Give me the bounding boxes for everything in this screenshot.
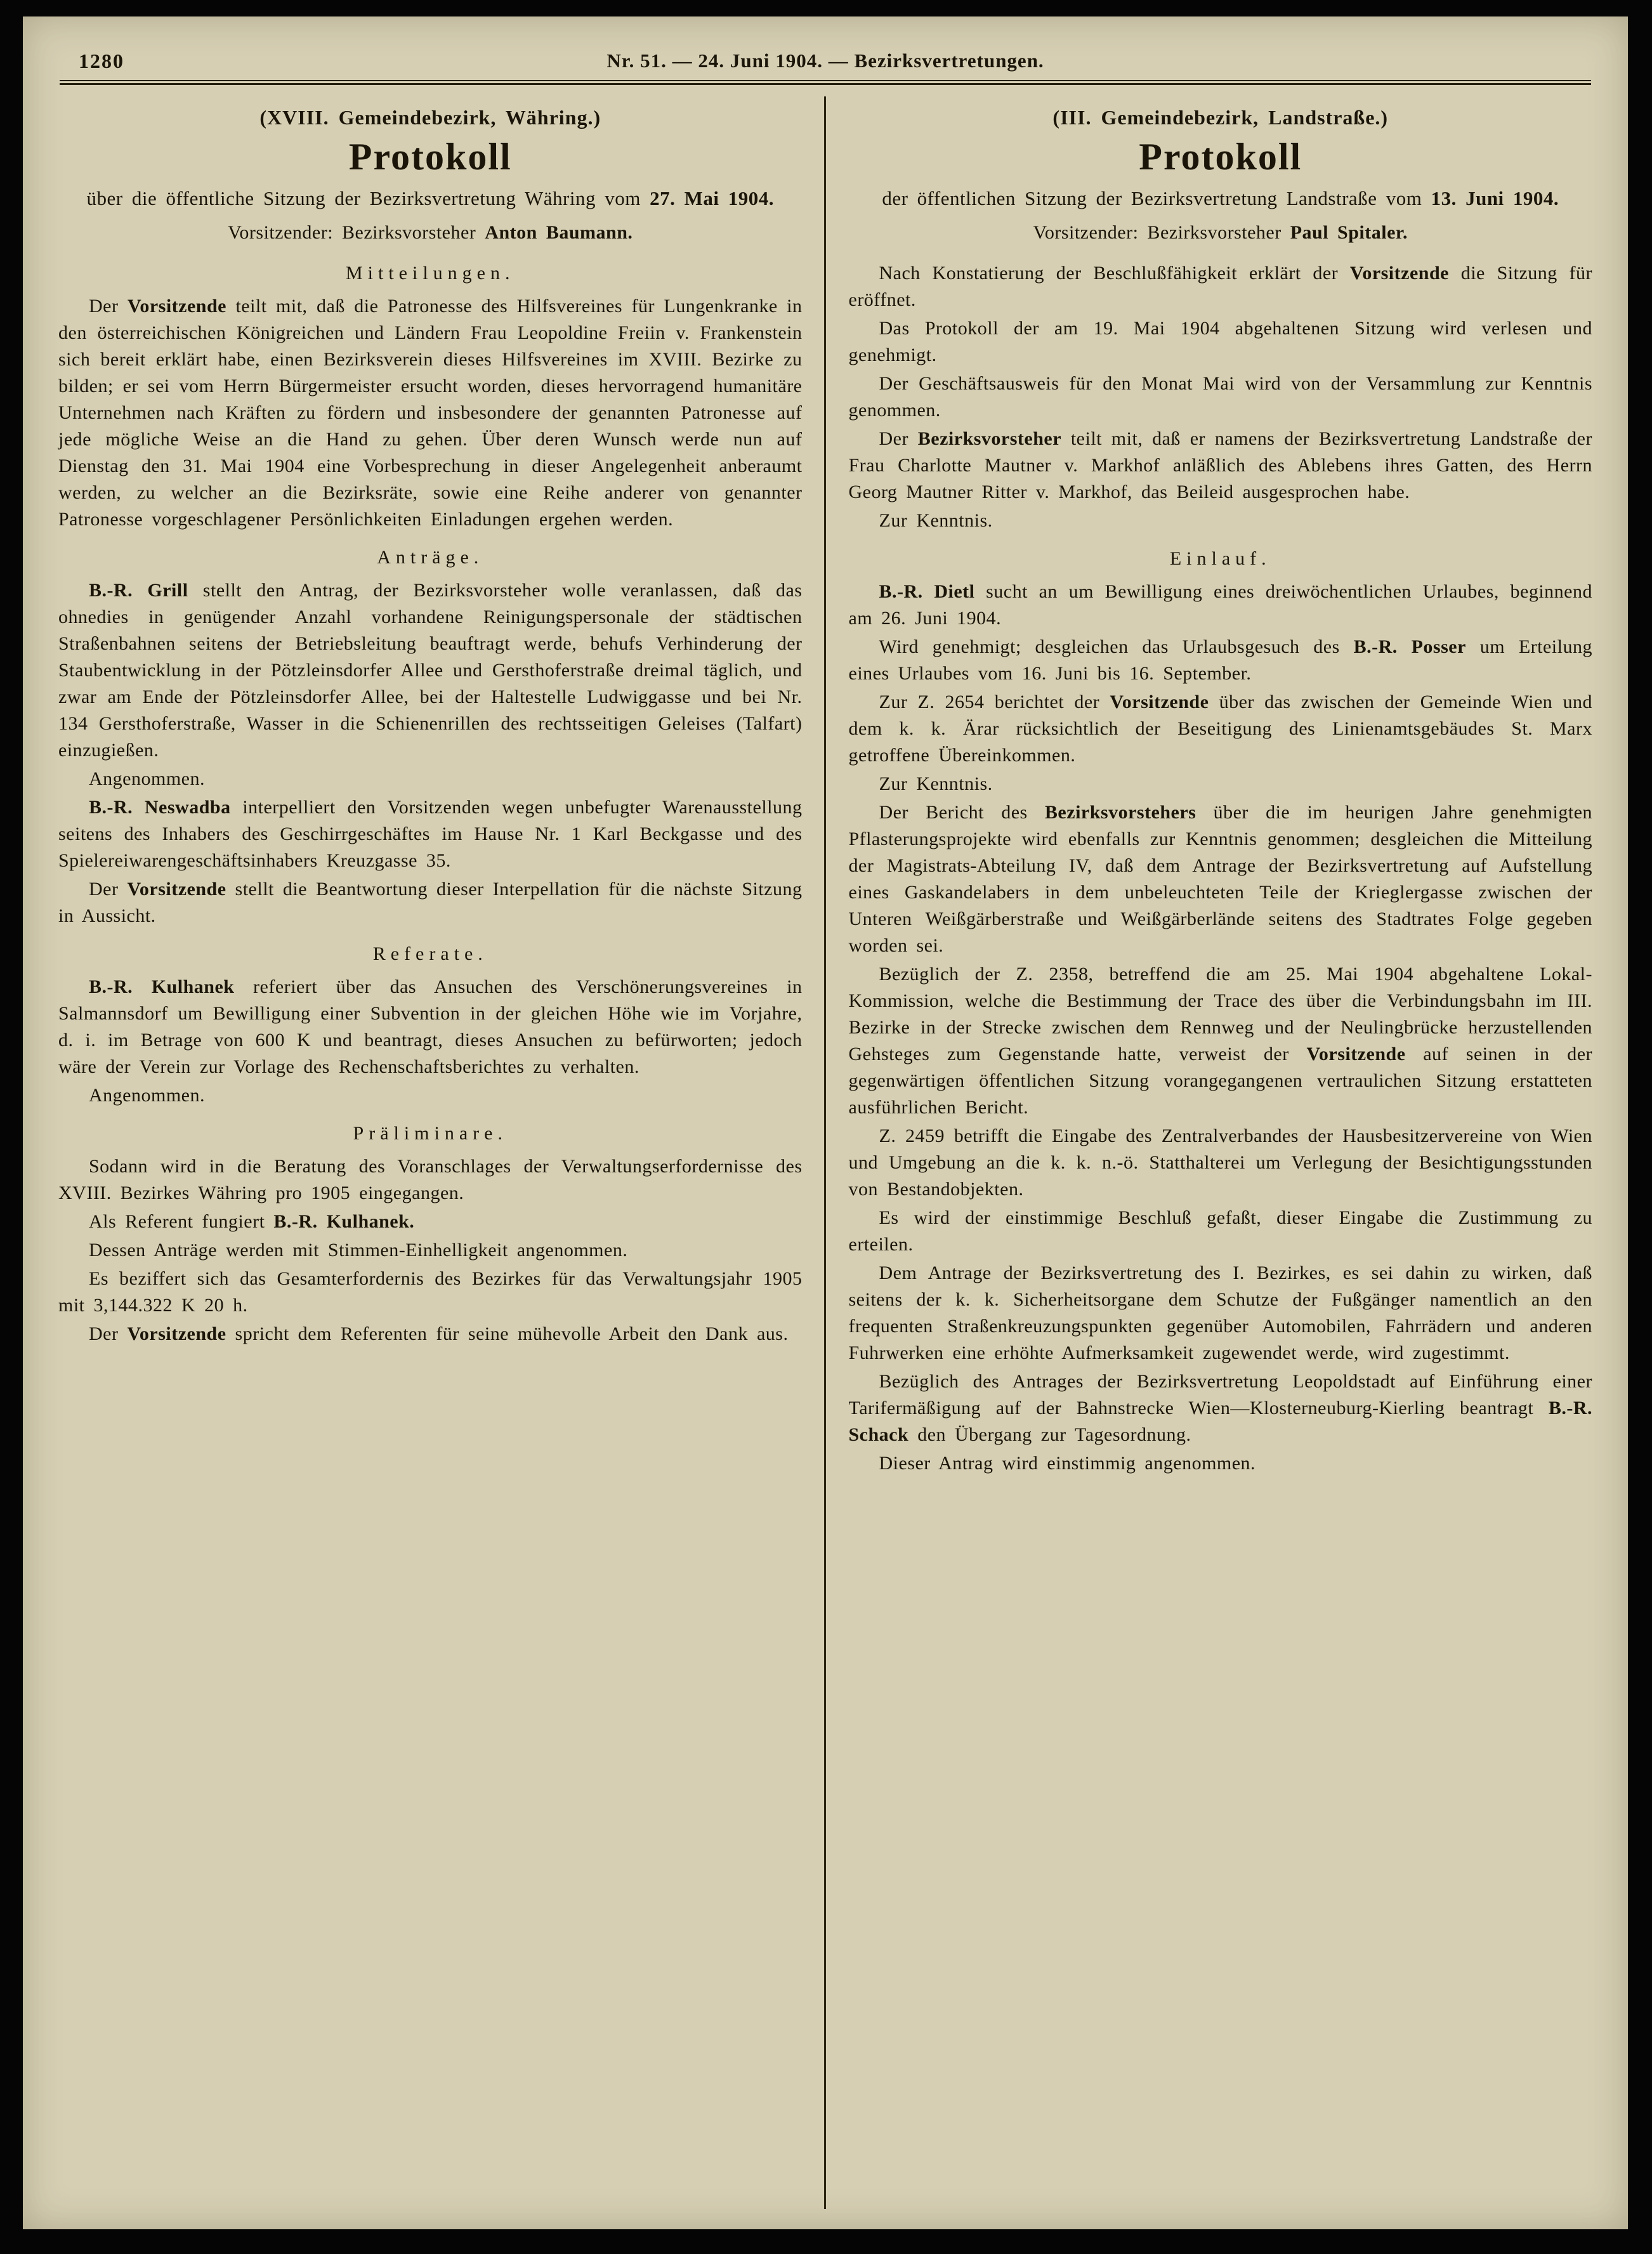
text: sucht an um Bewilligung eines dreiwöchentlichen Urlaubes, beginnend am 26. Juni 1904. [848,581,1592,629]
bold-text: B.-R. Neswadba [89,797,231,818]
bold-text: B.-R. Dietl [879,581,975,602]
text: über die im heurigen Jahre genehmigten Pflasterungsprojekte wird ebenfalls zur Kenntnis genommen; desgleichen die Mitteilung der Magistrats-Abteilung IV, daß dem Antrage der Bezirksvertretung auf Aufstellung eines Gaskandelabers in dem unbeleuchteten Teile der Krieglergasse zwischen der Unteren Weißgärberstraße und Weißgärberlände seitens des Stadtrates Folge gegeben worden sei. [848,802,1592,956]
paragraph [849,689,1593,769]
text: Nach Konstatierung der Beschlußfähigkeit erklärt der [879,263,1350,284]
text: interpelliert den Vorsitzenden wegen unbefugter Warenausstellung seitens des Inhabers des Geschirrgeschäftes im Hause Nr. 1 Karl Beckgasse und des Spielereiwarengeschäftsinhabers Kreuzgasse 35. [58,797,803,871]
section-heading: Anträge. [377,547,484,568]
paragraph [849,426,1593,506]
scanned-page [23,16,1628,2229]
header-rule [60,80,1591,85]
paragraph [849,1205,1593,1258]
paragraph [58,876,803,929]
text: Der [879,428,918,449]
bold-text: Vorsitzende [1110,691,1209,712]
chairman-name: Paul Spitaler. [1290,222,1408,243]
paragraph [849,370,1593,424]
protokoll-subtitle [58,185,803,212]
text: Dessen Anträge werden mit Stimmen-Einhelligkeit angenommen. [89,1240,628,1261]
paragraph [58,766,803,792]
section-heading: Mitteilungen. [346,263,515,284]
bold-text: B.-R. Kulhanek. [273,1211,415,1232]
right-column [826,96,1593,2209]
paragraph [58,1209,803,1235]
text: stellt die Beantwortung dieser Interpellation für die nächste Sitzung in Aussicht. [58,879,803,926]
issue-title: Nr. 51. — 24. Juni 1904. — Bezirksvertretungen. [606,49,1044,72]
subtitle-date: 13. Juni 1904. [1431,187,1559,209]
paragraph [58,577,803,764]
protokoll-subtitle [849,185,1593,212]
text: Wird genehmigt; desgleichen das Urlaubsgesuch des [879,636,1354,657]
bold-text: B.-R. Kulhanek [89,976,235,997]
paragraph [849,579,1593,632]
text: referiert über das Ansuchen des Verschönerungsvereines in Salmannsdorf um Bewilligung einer Subvention in der gleichen Höhe wie im Vorjahre, d. i. im Betrage von 600 K und beantragt, dieses Ansuchen zu befürworten; jedoch wäre der Verein zur Vorlage des Rechenschaftsberichtes zu verhalten. [58,976,803,1077]
subtitle-text: der öffentlichen Sitzung der Bezirksvertretung Landstraße vom [882,187,1431,209]
chairman-name: Anton Baumann. [485,222,633,243]
text: Zur Kenntnis. [879,773,993,794]
running-header [63,49,1587,76]
subtitle-date: 27. Mai 1904. [650,187,774,209]
text: auf seinen in der gegenwärtigen öffentlichen Sitzung vorangegangenen vertraulichen Sitzung erstatteten ausführlichen Bericht. [848,1044,1592,1118]
text: Sodann wird in die Beratung des Voranschlages der Verwaltungserfordernisse des XVIII. Bezirkes Währing pro 1905 eingegangen. [58,1156,803,1203]
paragraph [849,315,1593,369]
subtitle-text: über die öffentliche Sitzung der Bezirksvertretung Währing vom [86,187,650,209]
paragraph [58,974,803,1080]
left-column [58,96,824,2209]
paragraph [58,1082,803,1109]
bold-text: B.-R. Posser [1353,636,1466,657]
text: Z. 2459 betrifft die Eingabe des Zentralverbandes der Hausbesitzervereine von Wien und Umgebung an die k. k. n.-ö. Statthalterei um Verlegung der Besichtigungsstunden von Bestandobjekten. [848,1125,1592,1200]
text: Der [89,879,128,900]
text: Bezüglich der Z. 2358, betreffend die am 25. Mai 1904 abgehaltene Lokal-Kommission, welche die Bestimmung der Trace des über die Verbindungsbahn im III. Bezirke in der Strecke zwischen dem Rennweg und der Neulingbrücke herzustellenden Gehsteges zum Gegenstande hatte, verweist der [848,964,1592,1065]
bold-text: Vorsitzende [1306,1044,1406,1065]
text: Der [89,1323,128,1344]
bold-text: Vorsitzende [127,296,226,317]
text: über das zwischen der Gemeinde Wien und dem k. k. Ärar rücksichtlich der Beseitigung des Linienamtsgebäudes St. Marx getroffene Übereinkommen. [848,691,1592,766]
bold-text: B.-R. Schack [848,1398,1592,1445]
text: spricht dem Referenten für seine mühevolle Arbeit den Dank aus. [226,1323,789,1344]
chairman-line [58,220,803,246]
protokoll-title: Protokoll [1139,136,1302,178]
page-number: 1280 [79,49,124,72]
text: Dem Antrage der Bezirksvertretung des I. Bezirkes, es sei dahin zu wirken, daß seitens der k. k. Sicherheitsorgane dem Schutze der Fußgänger namentlich an den frequenten Straßenkreuzungspunkten gegenüber Automobilen, Fahrrädern und anderen Fuhrwerken eine erhöhte Aufmerksamkeit zugewendet werde, wird zugestimmt. [848,1262,1592,1363]
text: teilt mit, daß die Patronesse des Hilfsvereines für Lungenkranke in den österreichischen Königreichen und Ländern Frau Leopoldine Freiin v. Frankenstein sich bereit erklärt habe, einen Bezirksverein dieses Hilfsvereines im XVIII. Bezirke zu bilden; er sei vom Herrn Bürgermeister ersucht worden, dieses hervorragend humanitäre Unternehmen nach Kräften zu fördern und insbesondere der genannten Patronesse auf jede mögliche Weise an die Hand zu gehen. Über deren Wunsch werde nun auf Dienstag den 31. Mai 1904 eine Vorbesprechung in dieser Angelegenheit anberaumt werden, zu welcher an die Bezirksräte, sowie eine Reihe anderer von genannter Patronesse vorgeschlagener Persönlichkeiten Einladungen ergehen werden. [58,296,803,530]
paragraph [849,1368,1593,1448]
paragraph [849,508,1593,534]
paragraph [849,961,1593,1121]
bold-text: Vorsitzende [1349,263,1449,284]
paragraph [58,1266,803,1319]
paragraph [849,260,1593,313]
text: Angenommen. [89,768,205,789]
chairman-label: Vorsitzender: Bezirksvorsteher [1033,222,1290,243]
section-heading: Einlauf. [1169,548,1271,569]
bold-text: Bezirksvorstehers [1044,802,1196,823]
text: Es beziffert sich das Gesamterfordernis des Bezirkes für das Verwaltungsjahr 1905 mit 3,144.322 K 20 h. [58,1268,803,1316]
paragraph [58,1321,803,1347]
text: Es wird der einstimmige Beschluß gefaßt, dieser Eingabe die Zustimmung zu erteilen. [848,1207,1592,1255]
section-heading: Referate. [372,943,488,964]
paragraph [849,1450,1593,1477]
text: Das Protokoll der am 19. Mai 1904 abgehaltenen Sitzung wird verlesen und genehmigt. [848,318,1592,365]
paragraph [849,1260,1593,1366]
district-heading: (XVIII. Gemeindebezirk, Währing.) [259,106,601,129]
text: Der Geschäftsausweis für den Monat Mai wird von der Versammlung zur Kenntnis genommen. [848,373,1592,421]
text: den Übergang zur Tagesordnung. [908,1424,1191,1445]
bold-text: Vorsitzende [127,879,226,900]
text: Bezüglich des Antrages der Bezirksvertretung Leopoldstadt auf Einführung einer Tarifermäßigung auf der Bahnstrecke Wien—Klosterneuburg-Kierling beantragt [848,1371,1592,1419]
text: Dieser Antrag wird einstimmig angenommen. [879,1453,1256,1474]
two-column-body [58,96,1592,2209]
text: die Sitzung für eröffnet. [848,263,1592,310]
text: Der Bericht des [879,802,1045,823]
paragraph [849,1123,1593,1203]
text: stellt den Antrag, der Bezirksvorsteher wolle veranlassen, daß das ohnedies in genügender Anzahl vorhandene Reinigungspersonale der städtischen Straßenbahnen seitens der Betriebsleitung beauftragt werde, behufs Verhinderung der Staubentwicklung in der Pötzleinsdorfer Allee und Gersthoferstraße dreimal täglich, und zwar am Ende der Pötzleinsdorfer Allee, bei der Haltestelle Ludwiggasse und bei Nr. 134 Gersthoferstraße, Wasser in die Schienenrillen des rechtsseitigen Geleises (Talfart) einzugießen. [58,580,803,761]
paragraph [58,794,803,874]
paragraph [58,293,803,533]
bold-text: Bezirksvorsteher [917,428,1062,449]
text: um Erteilung eines Urlaubes vom 16. Juni bis 16. September. [848,636,1592,684]
chairman-label: Vorsitzender: Bezirksvorsteher [228,222,485,243]
paragraph [849,799,1593,959]
paragraph [58,1153,803,1207]
bold-text: Vorsitzende [127,1323,226,1344]
paragraph [58,1237,803,1264]
text: Angenommen. [89,1085,205,1106]
protokoll-title: Protokoll [348,136,512,178]
text: Der [89,296,128,317]
text: Zur Kenntnis. [879,510,993,531]
section-heading: Präliminare. [353,1123,508,1144]
paragraph [849,771,1593,797]
text: teilt mit, daß er namens der Bezirksvertretung Landstraße der Frau Charlotte Mautner v. Markhof anläßlich des Ablebens ihres Gatten, des Herrn Georg Mautner Ritter v. Markhof, das Beileid ausgesprochen habe. [848,428,1592,502]
chairman-line [849,220,1593,246]
district-heading: (III. Gemeindebezirk, Landstraße.) [1052,106,1389,129]
text: Als Referent fungiert [89,1211,274,1232]
text: Zur Z. 2654 berichtet der [879,691,1110,712]
bold-text: B.-R. Grill [89,580,188,601]
paragraph [849,634,1593,687]
